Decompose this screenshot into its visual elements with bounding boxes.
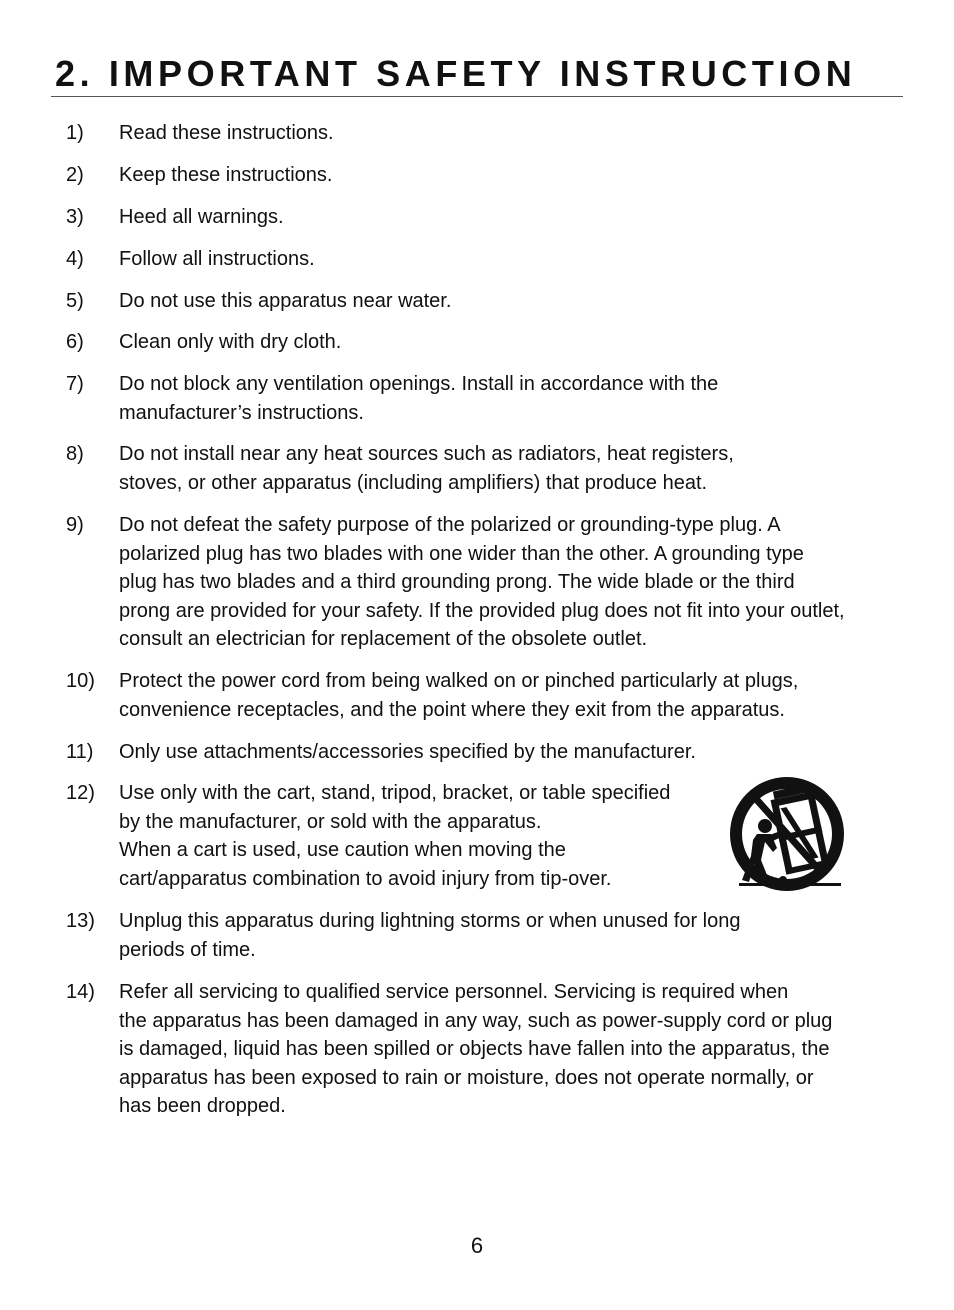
item-number: 8) bbox=[66, 443, 84, 465]
item-number: 13) bbox=[66, 910, 95, 932]
item-text bbox=[119, 119, 909, 148]
item-text-line: Refer all servicing to qualified service personnel. Servicing is required when bbox=[119, 981, 789, 1003]
item-text-line: Use only with the cart, stand, tripod, bracket, or table specified bbox=[119, 782, 671, 804]
item-number: 12) bbox=[66, 782, 95, 804]
item-number: 5) bbox=[66, 290, 84, 312]
item-text bbox=[119, 738, 909, 767]
item-text-line: Do not install near any heat sources such as radiators, heat registers, bbox=[119, 443, 734, 465]
item-number: 7) bbox=[66, 373, 84, 395]
item-number: 3) bbox=[66, 206, 84, 228]
page-title: 2. IMPORTANT SAFETY INSTRUCTION bbox=[55, 53, 857, 94]
item-text bbox=[119, 978, 909, 1121]
item-text bbox=[119, 907, 909, 964]
item-text-line: When a cart is used, use caution when moving the bbox=[119, 839, 566, 862]
item-text bbox=[119, 511, 909, 654]
item-text-line: Only use attachments/accessories specified by the manufacturer. bbox=[119, 741, 696, 763]
item-text-line: is damaged, liquid has been spilled or objects have fallen into the apparatus, the bbox=[119, 1038, 830, 1061]
item-text-line: Heed all warnings. bbox=[119, 206, 284, 228]
item-text-line: prong are provided for your safety. If the provided plug does not fit into your outlet, bbox=[119, 599, 845, 622]
item-text bbox=[119, 667, 909, 724]
page-number: 6 bbox=[470, 1233, 484, 1258]
item-text-line: by the manufacturer, or sold with the apparatus. bbox=[119, 810, 542, 833]
item-text-line: Clean only with dry cloth. bbox=[119, 331, 342, 353]
item-text-line: Protect the power cord from being walked on or pinched particularly at plugs, bbox=[119, 670, 799, 692]
item-text-line: consult an electrician for replacement of the obsolete outlet. bbox=[119, 628, 648, 651]
item-text bbox=[119, 370, 909, 427]
item-text-line: Do not block any ventilation openings. Install in accordance with the bbox=[119, 373, 719, 395]
title-divider bbox=[51, 96, 903, 97]
item-number: 2) bbox=[66, 164, 84, 186]
item-text-line: periods of time. bbox=[119, 938, 256, 961]
item-number: 11) bbox=[66, 741, 94, 763]
item-number: 10) bbox=[66, 670, 95, 692]
item-number: 14) bbox=[66, 981, 95, 1003]
item-text bbox=[119, 203, 909, 232]
item-text bbox=[119, 245, 909, 274]
item-text-line: apparatus has been exposed to rain or moisture, does not operate normally, or bbox=[119, 1066, 814, 1089]
item-text-line: convenience receptacles, and the point where they exit from the apparatus. bbox=[119, 698, 785, 721]
item-text bbox=[119, 161, 909, 190]
item-text-line: Unplug this apparatus during lightning storms or when unused for long bbox=[119, 910, 741, 932]
item-text-line: cart/apparatus combination to avoid injury from tip-over. bbox=[119, 867, 612, 890]
item-number: 1) bbox=[66, 122, 84, 144]
item-number: 9) bbox=[66, 514, 84, 536]
item-text bbox=[119, 440, 909, 497]
item-text-line: stoves, or other apparatus (including amplifiers) that produce heat. bbox=[119, 471, 708, 494]
item-number: 6) bbox=[66, 331, 84, 353]
item-text-line: Keep these instructions. bbox=[119, 164, 333, 186]
cart-tip-over-warning-icon bbox=[727, 776, 849, 894]
item-text bbox=[119, 328, 909, 357]
item-text-line: polarized plug has two blades with one wider than the other. A grounding type bbox=[119, 542, 804, 565]
item-text-line: has been dropped. bbox=[119, 1095, 286, 1118]
item-number: 4) bbox=[66, 248, 84, 270]
item-text-line: the apparatus has been damaged in any way, such as power-supply cord or plug bbox=[119, 1009, 833, 1032]
item-text-line: Read these instructions. bbox=[119, 122, 334, 144]
item-text-line: Do not use this apparatus near water. bbox=[119, 290, 452, 312]
item-text-line: plug has two blades and a third grounding prong. The wide blade or the third bbox=[119, 571, 795, 594]
item-text-line: Do not defeat the safety purpose of the polarized or grounding-type plug. A bbox=[119, 514, 781, 536]
item-text-line: Follow all instructions. bbox=[119, 248, 315, 270]
item-text bbox=[119, 287, 909, 316]
item-text-line: manufacturer’s instructions. bbox=[119, 401, 364, 424]
